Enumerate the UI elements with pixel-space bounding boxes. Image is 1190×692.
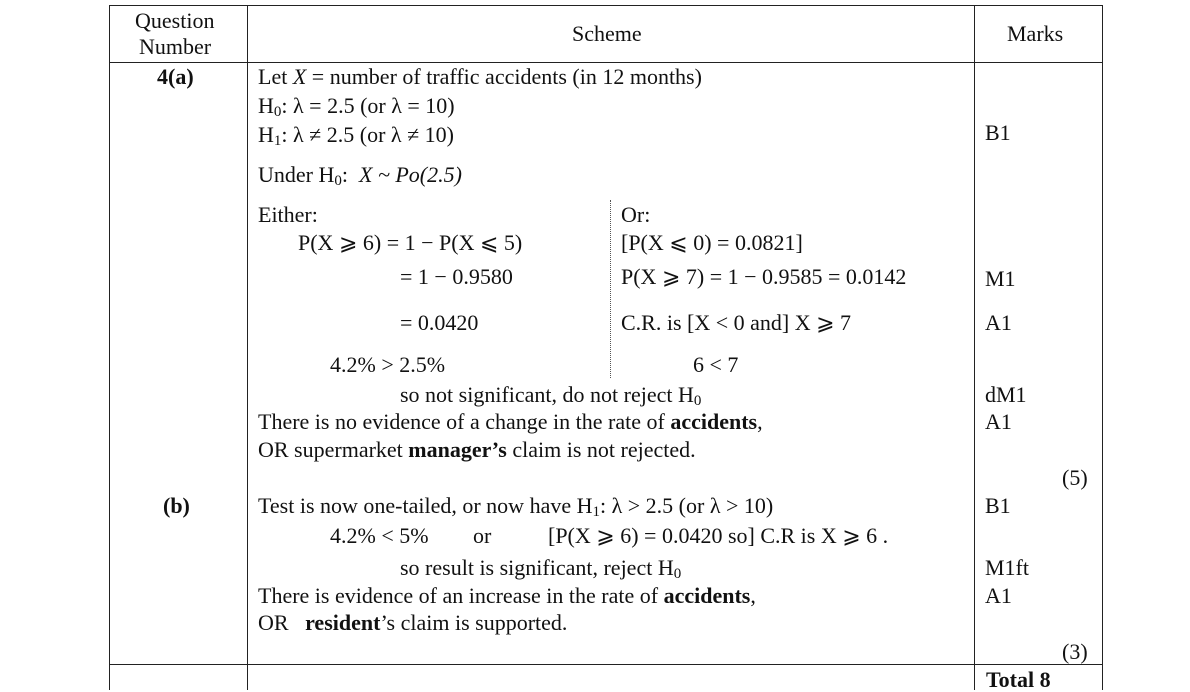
header-scheme: Scheme bbox=[572, 21, 642, 46]
conclusion-a-2: OR supermarket manager’s claim is not rejected. bbox=[258, 437, 696, 462]
part-b-line-2b: [P(X ⩾ 6) = 0.0420 so] C.R is X ⩾ 6 . bbox=[548, 523, 889, 548]
conclusion-a-1: There is no evidence of a change in the rate of accidents, bbox=[258, 409, 763, 434]
or-line-3: C.R. is [X < 0 and] X ⩾ 7 bbox=[621, 310, 852, 335]
mark-b-a1: A1 bbox=[985, 583, 1012, 608]
part-b-line-2-or: or bbox=[473, 523, 492, 548]
subtotal-a: (5) bbox=[1062, 465, 1088, 490]
either-line-2: = 1 − 0.9580 bbox=[400, 264, 513, 289]
table-divider-1 bbox=[247, 5, 248, 690]
either-line-1: P(X ⩾ 6) = 1 − P(X ⩽ 5) bbox=[298, 230, 523, 255]
mark-b-m1ft: M1ft bbox=[985, 555, 1029, 580]
table-border-left bbox=[109, 5, 110, 690]
either-or-divider bbox=[610, 200, 611, 378]
part-a-label: 4(a) bbox=[157, 64, 194, 89]
table-border-right bbox=[1102, 5, 1103, 690]
part-b-label: (b) bbox=[163, 493, 190, 518]
table-border-top bbox=[109, 5, 1103, 6]
mark-b-b1: B1 bbox=[985, 493, 1011, 518]
subtotal-b: (3) bbox=[1062, 639, 1088, 664]
header-question-number-2: Number bbox=[139, 34, 212, 59]
total-marks: Total 8 bbox=[986, 667, 1051, 692]
under-h0-line: Under $H_0$: X ~ Po(2.5) bbox=[258, 162, 462, 189]
significant-line: so result is significant, reject $H_0$ bbox=[400, 555, 682, 582]
either-line-4: 4.2% > 2.5% bbox=[330, 352, 446, 377]
or-label: Or: bbox=[621, 202, 651, 227]
conclusion-b-2: OR resident’s claim is supported. bbox=[258, 610, 568, 635]
conclusion-b-1: There is evidence of an increase in the rate of accidents, bbox=[258, 583, 756, 608]
or-line-2: P(X ⩾ 7) = 1 − 0.9585 = 0.0142 bbox=[621, 264, 907, 289]
h1-line: $H_1$: λ ≠ 2.5 (or λ ≠ 10) bbox=[258, 122, 454, 149]
mark-a-b1: B1 bbox=[985, 120, 1011, 145]
part-b-line-2a: 4.2% < 5% bbox=[330, 523, 429, 548]
table-divider-2 bbox=[974, 5, 975, 690]
part-b-line-1: Test is now one-tailed, or now have $H_1$: λ > 2.5 (or λ > 10) bbox=[258, 493, 774, 520]
header-question-number-1: Question bbox=[135, 8, 215, 33]
either-line-3: = 0.0420 bbox=[400, 310, 479, 335]
let-line: Let X = number of traffic accidents (in 12 months) bbox=[258, 64, 702, 89]
or-line-4: 6 < 7 bbox=[693, 352, 739, 377]
mark-a-a1: A1 bbox=[985, 310, 1012, 335]
mark-a-dm1: dM1 bbox=[985, 382, 1027, 407]
not-significant-line: so not significant, do not reject $H_0$ bbox=[400, 382, 702, 409]
either-label: Either: bbox=[258, 202, 318, 227]
or-line-1: [P(X ⩽ 0) = 0.0821] bbox=[621, 230, 803, 255]
mark-a-a1-2: A1 bbox=[985, 409, 1012, 434]
header-marks: Marks bbox=[1007, 21, 1064, 46]
mark-a-m1: M1 bbox=[985, 266, 1016, 291]
total-divider bbox=[109, 664, 1103, 665]
h0-line: $H_0$: λ = 2.5 (or λ = 10) bbox=[258, 93, 455, 120]
